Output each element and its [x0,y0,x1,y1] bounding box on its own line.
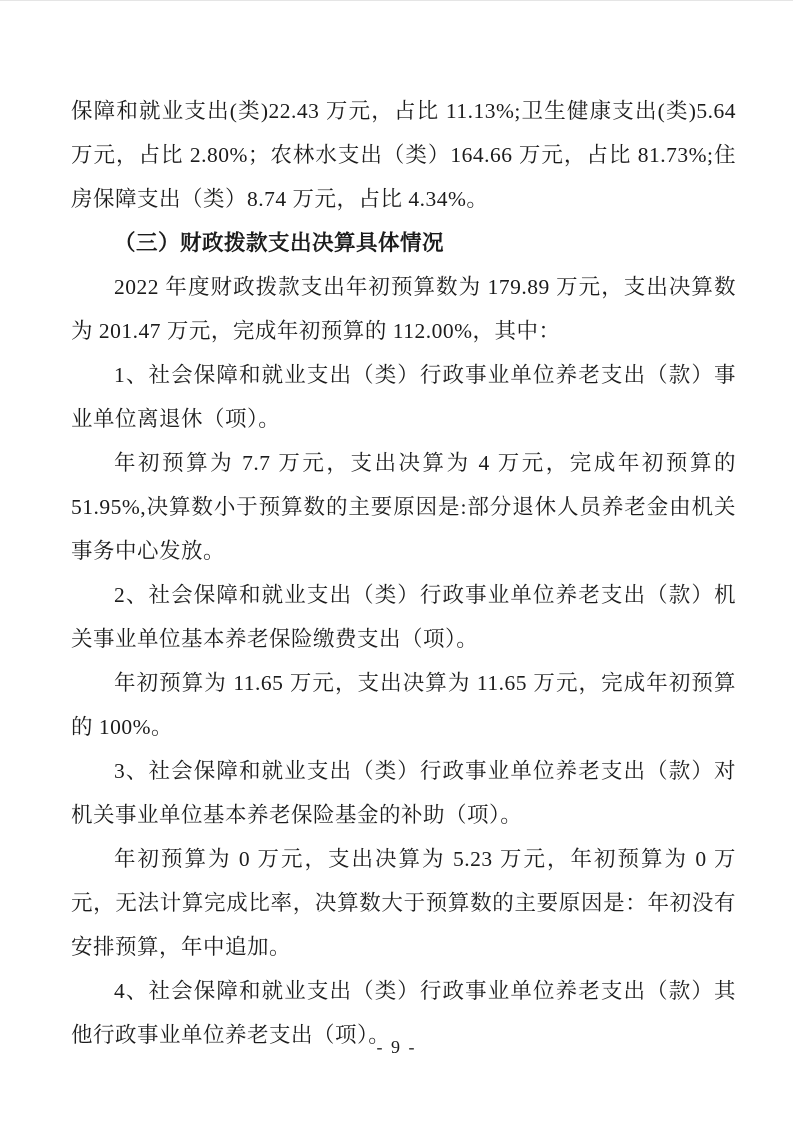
page-number: - 9 - [376,1037,417,1057]
paragraph-overview-2022: 2022 年度财政拨款支出年初预算数为 179.89 万元，支出决算数为 201.47 万元，完成年初预算的 112.00%，其中： [71,275,736,343]
paragraph-item-2-detail: 年初预算为 11.65 万元，支出决算为 11.65 万元，完成年初预算的 100%。 [71,671,736,739]
paragraph-item-4-title: 4、社会保障和就业支出（类）行政事业单位养老支出（款）其他行政事业单位养老支出（项）。 [71,979,736,1047]
section-heading: （三）财政拨款支出决算具体情况 [114,231,445,255]
paragraph-item-2-title: 2、社会保障和就业支出（类）行政事业单位养老支出（款）机关事业单位基本养老保险缴费支出（项）。 [71,583,736,651]
paragraph-item-3-title: 3、社会保障和就业支出（类）行政事业单位养老支出（款）对机关事业单位基本养老保险基金的补助（项）。 [71,759,736,827]
document-body [71,89,736,1057]
paragraph-item-1-title: 1、社会保障和就业支出（类）行政事业单位养老支出（款）事业单位离退休（项）。 [71,363,736,431]
paragraph-carryover-expenditure-breakdown: 保障和就业支出(类)22.43 万元，占比 11.13%;卫生健康支出(类)5.64 万元，占比 2.80%；农林水支出（类）164.66 万元，占比 81.73%;住房保障支出（类）8.74 万元，占比 4.34%。 [71,99,736,211]
page-footer [0,1033,793,1061]
paragraph-item-1-detail: 年初预算为 7.7 万元，支出决算为 4 万元，完成年初预算的 51.95%,决算数小于预算数的主要原因是:部分退休人员养老金由机关事务中心发放。 [71,451,736,563]
paragraph-item-3-detail: 年初预算为 0 万元，支出决算为 5.23 万元，年初预算为 0 万元，无法计算完成比率，决算数大于预算数的主要原因是：年初没有安排预算，年中追加。 [71,847,736,959]
